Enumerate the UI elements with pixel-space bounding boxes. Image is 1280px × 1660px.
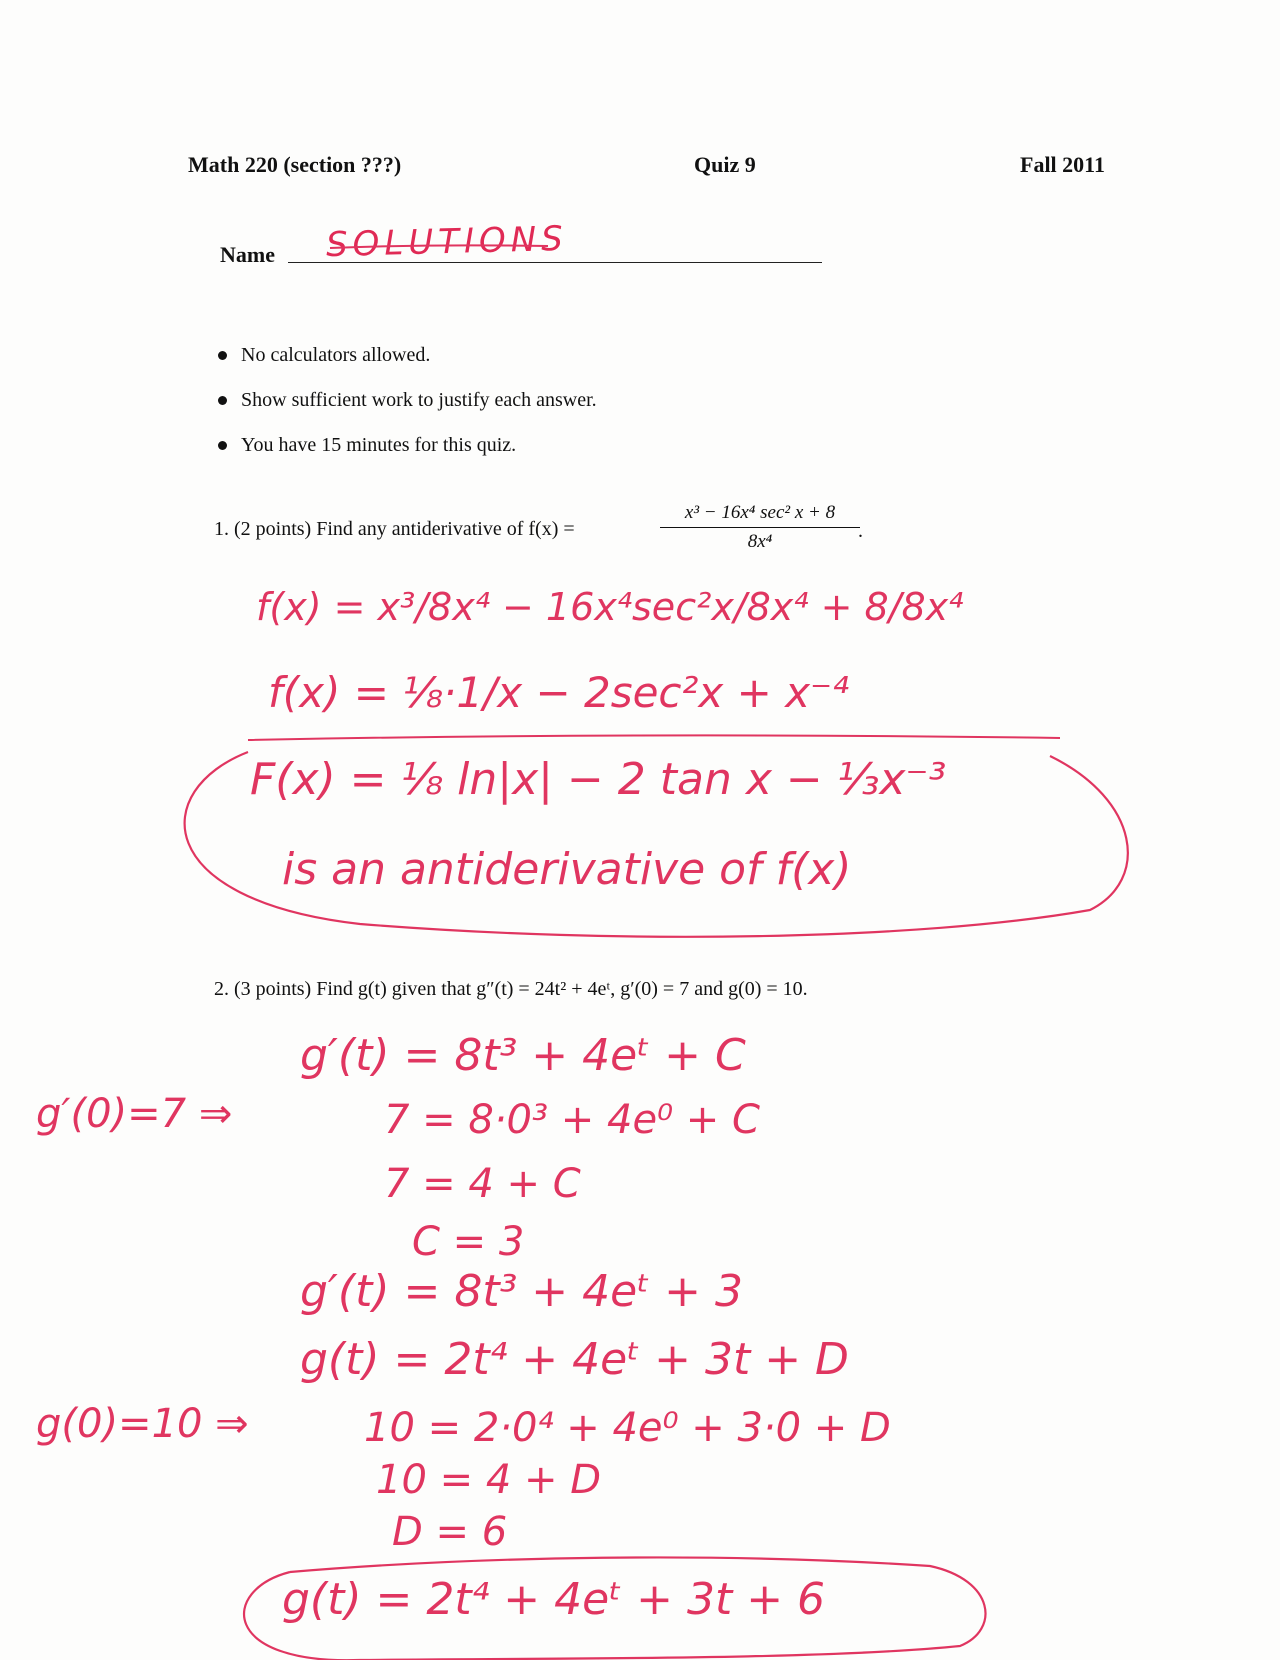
p1-work-line-4: is an antiderivative of f(x) — [282, 844, 852, 895]
p2-work-line-3: 7 = 4 + C — [384, 1161, 581, 1207]
problem-1-fraction — [660, 502, 860, 553]
p2-work-line-4: C = 3 — [412, 1219, 525, 1265]
name-label: Name — [220, 242, 275, 267]
problem-1-statement: 1. (2 points) Find any antiderivative of f(x) = — [214, 518, 575, 540]
p2-side-note-1: g′(0)=7 ⇒ — [36, 1091, 233, 1137]
fraction-bar — [660, 527, 860, 528]
p2-work-line-6: g(t) = 2t⁴ + 4eᵗ + 3t + D — [300, 1334, 849, 1385]
p1-work-line-2: f(x) = ⅛·1/x − 2sec²x + x⁻⁴ — [268, 668, 849, 717]
p2-work-line-1: g′(t) = 8t³ + 4eᵗ + C — [300, 1030, 746, 1081]
p1-divider-line — [248, 735, 1060, 740]
term-label: Fall 2011 — [1020, 152, 1105, 177]
rule-item — [218, 434, 597, 479]
rule-text: No calculators allowed. — [241, 344, 431, 366]
bullet-icon — [218, 441, 227, 450]
fraction-period: . — [858, 520, 863, 542]
p1-work-line-1: f(x) = x³/8x⁴ − 16x⁴sec²x/8x⁴ + 8/8x⁴ — [256, 585, 964, 629]
bullet-icon — [218, 396, 227, 405]
rule-item — [218, 389, 597, 434]
p2-work-line-5: g′(t) = 8t³ + 4eᵗ + 3 — [300, 1266, 743, 1317]
rule-text: Show sufficient work to justify each answer. — [241, 389, 597, 411]
p2-work-line-9: D = 6 — [392, 1509, 508, 1555]
p1-work-line-3: F(x) = ⅛ ln|x| − 2 tan x − ⅓x⁻³ — [250, 754, 947, 805]
rule-item — [218, 344, 597, 389]
fraction-numerator: x³ − 16x⁴ sec² x + 8 — [684, 502, 836, 523]
fraction-denominator: 8x⁴ — [747, 531, 773, 552]
bullet-icon — [218, 351, 227, 360]
rules-list — [218, 344, 597, 479]
name-value: SOLUTIONS — [325, 218, 569, 266]
p2-work-line-8: 10 = 4 + D — [376, 1457, 602, 1503]
p2-side-note-2: g(0)=10 ⇒ — [36, 1401, 249, 1447]
course-title: Math 220 (section ???) — [188, 152, 402, 177]
p2-work-line-2: 7 = 8·0³ + 4e⁰ + C — [384, 1097, 760, 1143]
rule-text: You have 15 minutes for this quiz. — [241, 434, 517, 456]
p2-work-line-7: 10 = 2·0⁴ + 4e⁰ + 3·0 + D — [364, 1405, 891, 1451]
quiz-title: Quiz 9 — [694, 152, 756, 177]
problem-2-statement: 2. (3 points) Find g(t) given that g″(t) = 24t² + 4eᵗ, g′(0) = 7 and g(0) = 10. — [214, 978, 808, 1000]
p2-final-answer: g(t) = 2t⁴ + 4eᵗ + 3t + 6 — [282, 1574, 826, 1625]
